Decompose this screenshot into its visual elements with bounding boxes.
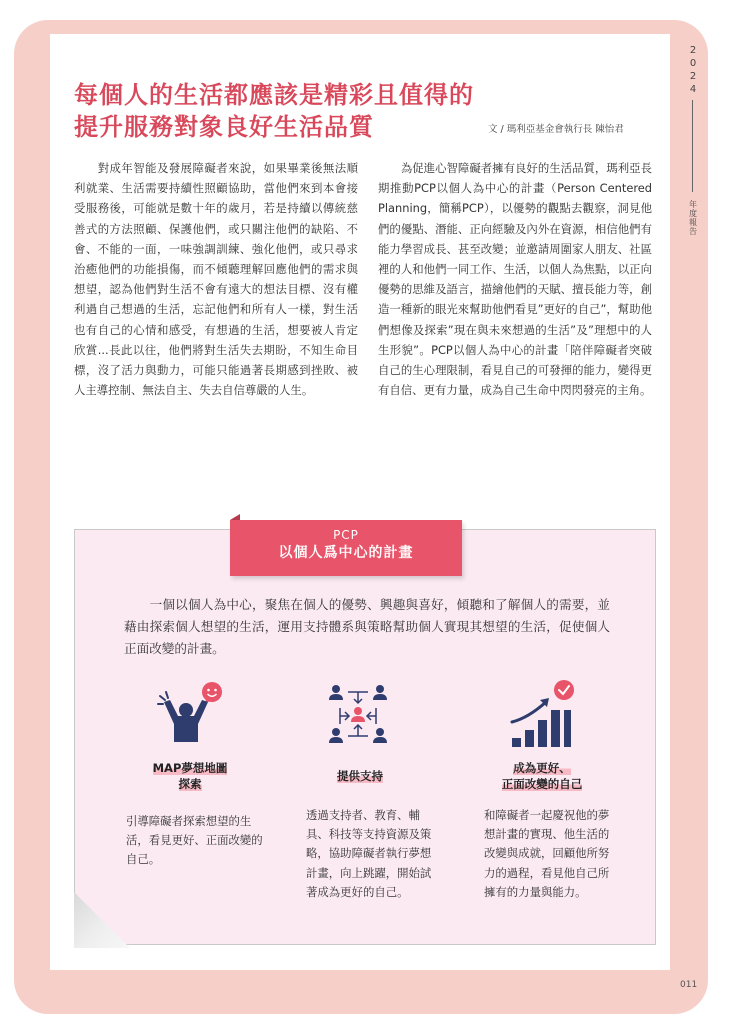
banner-subtitle: 以個人爲中心的計畫 (278, 545, 414, 561)
body-column-left (74, 158, 358, 400)
feature-title-map-line2: 探索 (178, 777, 202, 791)
feature-title-map-line1: MAP夢想地圖 (152, 761, 228, 775)
feature-title-map (130, 760, 250, 792)
feature-title-better-self-line1: 成為更好、 (513, 761, 571, 775)
feature-desc-support: 透過支持者、教育、輔具、科技等支持資源及策略，協助障礙者執行夢想計畫，向上跳躍，開始試著成為更好的自己。 (306, 808, 432, 899)
feature-title-better-self (480, 760, 604, 792)
side-rail-label: 年度報告 (689, 200, 697, 236)
feature-title-better-self-line2: 正面改變的自己 (501, 777, 583, 791)
person-cheering-icon (156, 680, 228, 756)
feature-desc-map: 引導障礙者探索想望的生活，看見更好、正面改變的自己。 (126, 814, 263, 867)
paragraph-left: 對成年智能及發展障礙者來說，如果畢業後無法順利就業、生活需要持續性照顧協助，當他們來到本會接受服務後，可能就是數十年的歲月，若是持續以傳統慈善式的方法照顧、保護他們，或只關注他們的缺陷、不會、不能的一面，一味強調訓練、強化他們，或只尋求治癒他們的功能損傷，而不傾聽理解回應他們的需求與想望，認為他們對生活不會有遠大的想法目標、沒有權利過自己想過的生活，忘記他們和所有人一樣，對生活也有自己的心情和感受，有想過的生活，想要被人肯定欣賞...長此以往，他們將對生活失去期盼，不知生命目標，沒了活力與動力，可能只能過著長期感到挫敗、被人主導控制、無法自主、失去自信尊嚴的人生。 (74, 161, 358, 398)
pcp-banner (230, 520, 462, 576)
feature-title-support-line1: 提供支持 (337, 769, 383, 783)
feature-title-support (310, 768, 410, 784)
page-number: 011 (680, 980, 698, 990)
title-line-2: 提升服務對象良好生活品質 (74, 113, 374, 141)
pcp-intro (124, 594, 610, 660)
growth-chart-icon (508, 680, 574, 754)
banner-title: PCP (333, 528, 359, 542)
article-title (74, 79, 474, 143)
paragraph-right: 為促進心智障礙者擁有良好的生活品質，瑪利亞長期推動PCP以個人為中心的計畫（Person Centered Planning，簡稱PCP），以優勢的觀點去觀察，洞見他們的優點、潛能、正向經驗及內外在資源，相信他們有能力學習成長、甚至改變；並邀請周圍家人朋友、社區裡的人和他們一同工作、生活，以個人為焦點，以正向優勢的思維及語言，描繪他們的天賦、擅長能力等，創造一種新的眼光來幫助他們看見”更好的自己”，幫助他們想像及探索”現在與未來想過的生活”及”理想中的人生形貌”。PCP以個人為中心的計畫「陪伴障礙者突破自己的生心理限制，看見自己的可發揮的能力，變得更有自信、更有力量，成為自己生命中閃閃發亮的主角。 (378, 161, 652, 398)
pcp-intro-text: 一個以個人為中心，聚焦在個人的優勢、興趣與喜好，傾聽和了解個人的需要，並藉由探索個人想望的生活，運用支持體系與策略幫助個人實現其想望的生活，促使個人正面改變的計畫。 (124, 597, 611, 656)
side-rail-year: 2024 (689, 45, 697, 95)
title-line-1: 每個人的生活都應該是精彩且值得的 (74, 81, 474, 109)
support-network-icon (326, 684, 390, 752)
side-rail-divider (692, 100, 693, 192)
feature-desc-better-self: 和障礙者一起慶祝他的夢想計畫的實現、他生活的改變與成就，回顧他所努力的過程，看見他自己所擁有的力量與能力。 (484, 808, 610, 899)
byline: 文 / 瑪利亞基金會執行長 陳怡君 (488, 124, 624, 135)
body-column-right (378, 158, 652, 400)
